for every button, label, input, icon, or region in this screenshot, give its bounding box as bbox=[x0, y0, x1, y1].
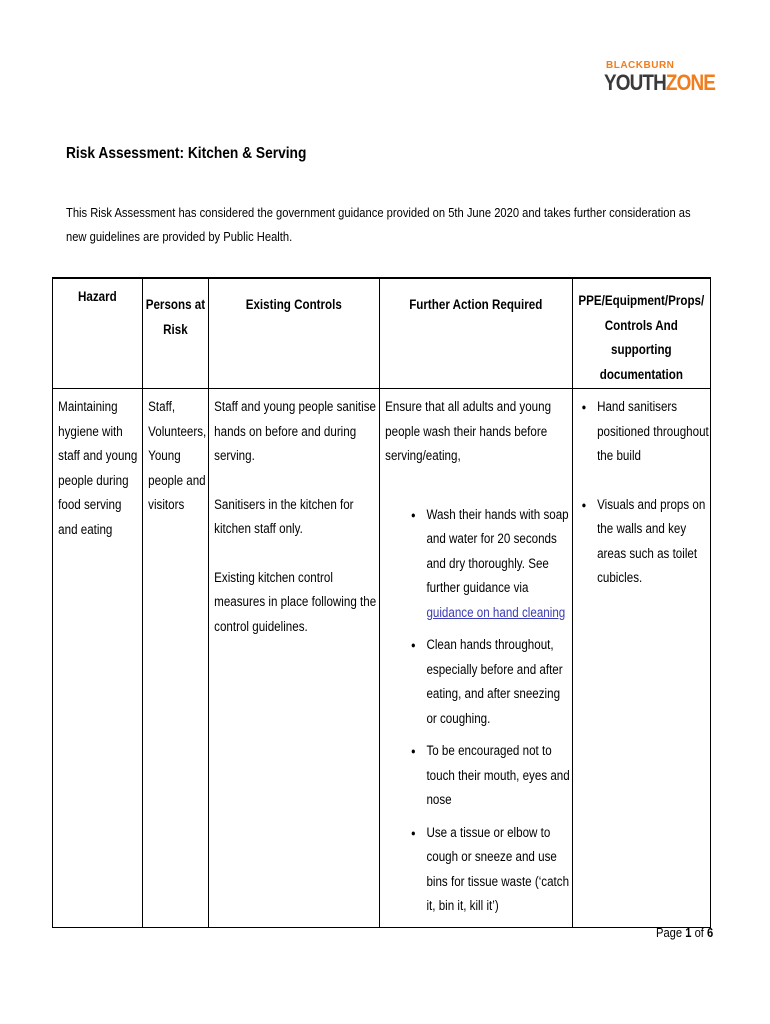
header-ppe-equipment: PPE/Equipment/Props/ Controls And supporting documentation bbox=[573, 278, 711, 389]
cell-persons-at-risk: Staff, Volunteers, Young people and visitors bbox=[143, 389, 209, 928]
list-item: ● To be encouraged not to touch their mouth, eyes and nose bbox=[408, 739, 572, 813]
list-item: ● Hand sanitisers positioned throughout the build bbox=[578, 395, 709, 469]
logo-top-text: BLACKBURN bbox=[606, 60, 675, 71]
cell-ppe-equipment bbox=[573, 389, 711, 928]
cell-existing-controls bbox=[209, 389, 380, 928]
header-existing-controls: Existing Controls bbox=[209, 278, 380, 389]
blackburn-youthzone-logo bbox=[600, 60, 716, 104]
page-total: 6 bbox=[707, 925, 714, 940]
logo-main-text bbox=[604, 70, 715, 96]
list-item: ● Use a tissue or elbow to cough or sneeze and use bins for tissue waste (‘catch it, bin it, kill it’) bbox=[408, 821, 572, 919]
ppe-list bbox=[578, 395, 709, 591]
table-row bbox=[53, 389, 711, 928]
header-further-action: Further Action Required bbox=[380, 278, 573, 389]
list-item: ● Clean hands throughout, especially before and after eating, and after sneezing or coughing. bbox=[408, 633, 572, 731]
further-action-list bbox=[385, 503, 571, 919]
page-number-footer bbox=[656, 925, 713, 940]
header-persons-at-risk: Persons at Risk bbox=[143, 278, 209, 389]
logo-zone: ZONE bbox=[665, 70, 716, 95]
logo-youth: YOUTH bbox=[604, 70, 666, 95]
existing-control-2: Sanitisers in the kitchen for kitchen staff only. bbox=[214, 496, 354, 536]
table-header-row bbox=[53, 278, 711, 389]
further-action-intro: Ensure that all adults and young people wash their hands before serving/eating, bbox=[385, 399, 552, 463]
list-item bbox=[408, 503, 572, 626]
of-label: of bbox=[694, 925, 704, 940]
cell-further-action bbox=[380, 389, 573, 928]
further-action-item-1: Wash their hands with soap and water for 20 seconds and dry thoroughly. See further guidance via bbox=[426, 506, 569, 595]
header-hazard: Hazard bbox=[53, 278, 143, 389]
existing-control-3: Existing kitchen control measures in place following the control guidelines. bbox=[214, 569, 377, 634]
risk-assessment-table bbox=[52, 277, 711, 928]
page-current: 1 bbox=[685, 925, 692, 940]
hand-cleaning-guidance-link[interactable]: guidance on hand cleaning bbox=[426, 604, 566, 620]
list-item: ● Visuals and props on the walls and key areas such as toilet cubicles. bbox=[578, 493, 709, 591]
intro-paragraph: This Risk Assessment has considered the government guidance provided on 5th June 2020 and takes further consideration as new guidelines are provided by Public Health. bbox=[66, 205, 691, 244]
page-label: Page bbox=[656, 925, 683, 940]
cell-hazard: Maintaining hygiene with staff and young people during food serving and eating bbox=[53, 389, 143, 928]
existing-control-1: Staff and young people sanitise hands on before and during serving. bbox=[214, 399, 376, 463]
page-title: Risk Assessment: Kitchen & Serving bbox=[66, 145, 307, 162]
